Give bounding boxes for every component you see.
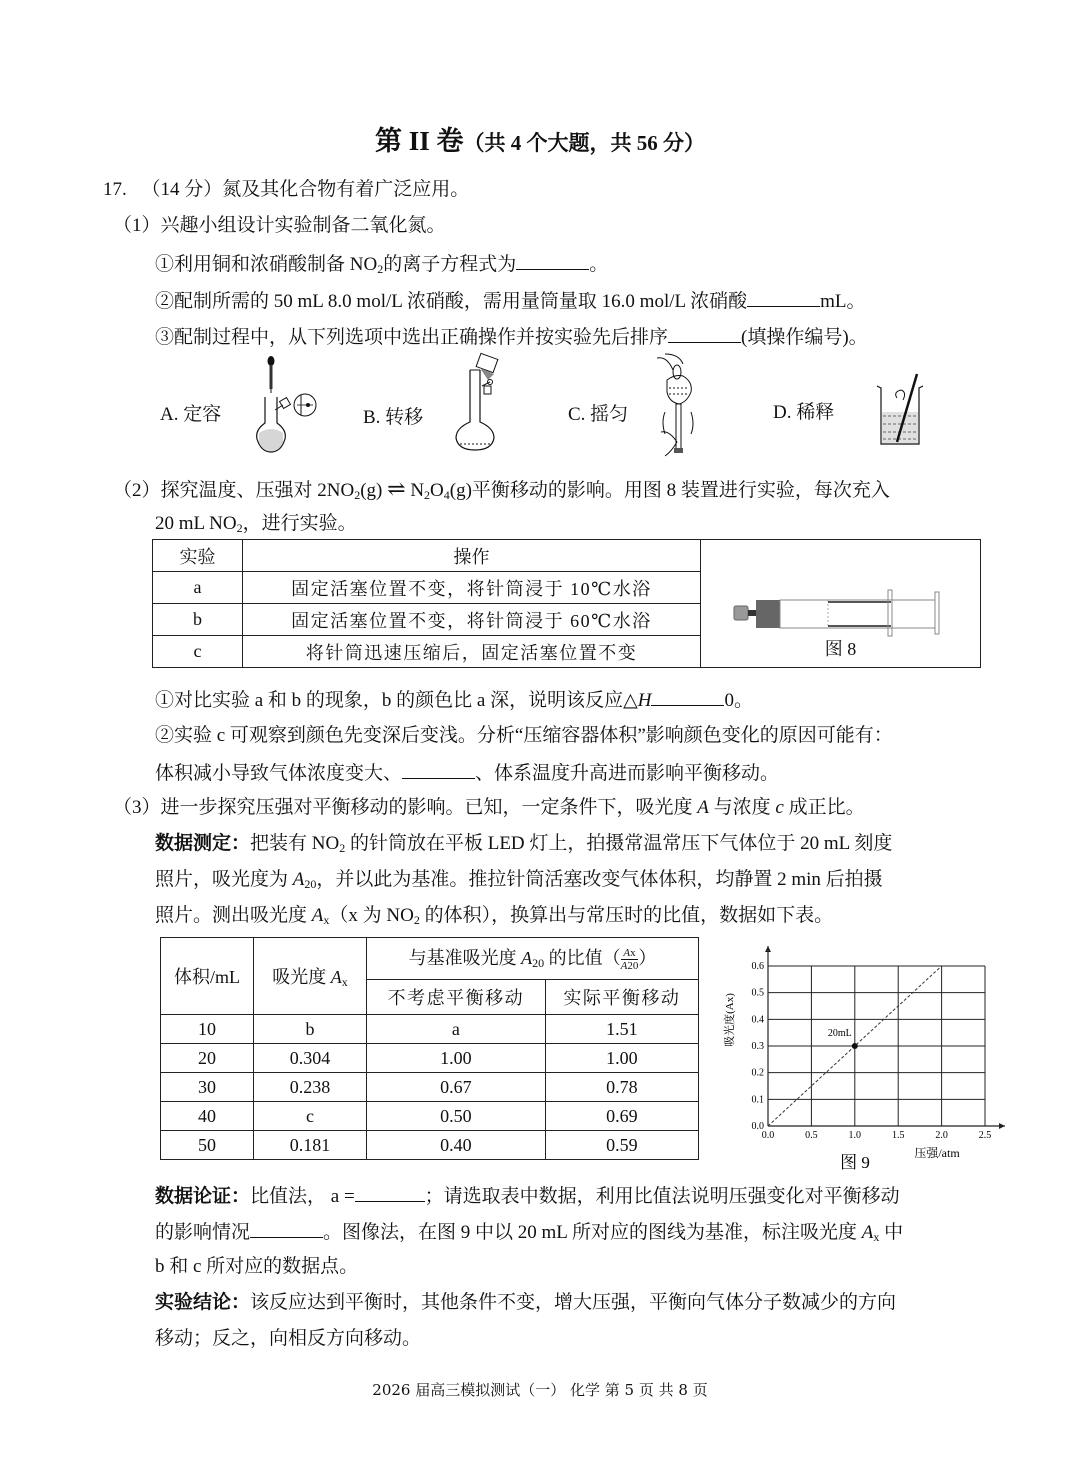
text: ；请选取表中数据，利用比值法说明压强变化对平衡移动 [424,1186,900,1207]
answer-blank[interactable] [516,253,589,270]
argue-line1 [155,1185,900,1206]
text: 。图像法，在图 9 中以 20 mL 所对应的图线为基准，标注吸光度 [323,1222,862,1243]
table-row [161,1015,699,1044]
text: 与浓度 [708,797,776,818]
part1-item3 [155,326,868,347]
table-header: 实验 [153,540,243,572]
svg-text:0.5: 0.5 [751,987,764,999]
text: 照片。测出吸光度 [155,905,312,926]
answer-blank[interactable] [747,290,820,307]
table-cell: b [153,604,243,636]
table-cell: 0.78 [545,1073,698,1102]
svg-text:1.0: 1.0 [848,1130,862,1141]
text: 吸光度 [272,967,331,987]
text: (g)平衡移动的影响。用图 8 装置进行实验，每次充入 [449,480,890,501]
part-label: （1） [113,215,161,236]
text: (填操作编号)。 [741,327,868,348]
table-cell: 0.69 [545,1102,698,1131]
part1-item1: ①利用铜和浓硝酸制备 $NO_2$的离子方程式为 。 [155,254,609,276]
text: 的比值（ [544,948,621,969]
svg-text:0.0: 0.0 [751,1121,764,1132]
chart-y-label: 吸光度(Ax) [724,993,736,1047]
part-label: （3） [113,797,161,818]
experiment-table [152,539,981,668]
table-cell: 40 [161,1102,254,1131]
answer-blank[interactable] [355,1185,425,1202]
text: A [697,797,709,818]
table-cell: 将针筒迅速压缩后，固定活塞位置不变 [243,636,701,668]
argue-line3: b 和 c 所对应的数据点。 [155,1256,359,1277]
svg-text:0.6: 0.6 [751,961,764,972]
table-cell: 0.59 [545,1131,698,1160]
text: 。 [589,254,609,275]
text: 把装有 NO [250,833,340,854]
chart-axes [765,946,1005,1129]
chart-x-label: 压强/atm [914,1146,960,1160]
table-cell: 50 [161,1131,254,1160]
text: 比值法， a = [250,1186,355,1207]
text: ，并以此为基准。推拉针筒活塞改变气体体积，均静置 2 min 后拍摄 [316,869,883,890]
svg-text:0.0: 0.0 [761,1130,775,1141]
table-cell: 0.50 [367,1102,546,1131]
option-a-label: A. 定容 [160,404,222,425]
answer-blank[interactable] [651,689,724,706]
table-subheader: 实际平衡移动 [545,979,698,1014]
syringe-icon [731,588,961,628]
svg-text:0.2: 0.2 [751,1067,764,1079]
table-cell: 20 [161,1044,254,1073]
text: (g) [360,480,388,501]
svg-text:0.4: 0.4 [751,1014,764,1026]
chart-grid [768,966,985,1126]
table-cell: 0.67 [367,1073,546,1102]
text: 、体系温度升高进而影响平衡移动。 [475,763,780,784]
conclusion-line2: 移动；反之，向相反方向移动。 [155,1328,422,1349]
table-cell: a [153,572,243,604]
part-text: 兴趣小组设计实验制备二氧化氮。 [160,215,446,236]
text: ②配制所需的 50 mL 8.0 mol/L 浓硝酸，需用量筒量取 16.0 mol/L 浓硝酸 [155,291,748,312]
table-header: 操作 [243,540,701,572]
text: 的离子方程式为 [383,254,517,275]
table-row [161,1044,699,1073]
part2-q1 [155,689,753,710]
text: 中 [879,1222,904,1243]
text: 20 mL NO [155,513,237,534]
figure-9-chart [715,940,1015,1180]
part2-heading: （2）探究温度、压强对 $2NO_2(g)$ ⇌ $N_2O_4(g)$平衡移动的影响。用图 8 装置进行实验，每次充入 [113,476,890,502]
text: ③配制过程中，从下列选项中选出正确操作并按实验先后排序 [155,327,669,348]
text: O [430,480,444,501]
chart-tick-labels [752,961,992,1141]
option-d-label: D. 稀释 [773,402,835,423]
text: 探究温度、压强对 2NO [160,480,355,501]
table-subheader: 不考虑平衡移动 [367,979,546,1014]
answer-blank[interactable] [250,1221,323,1238]
table-cell: c [153,636,243,668]
figure-8-cell [701,540,981,668]
table-cell: c [254,1102,367,1131]
volumetric-flask-pour-icon [450,352,520,452]
table-header: 与基准吸光度 $A_{20}$ 的比值（ $\frac{Ax}{A20}$ ） [367,938,699,980]
text: N [405,480,425,501]
keyword: 数据测定： [155,833,251,854]
svg-text:2.0: 2.0 [935,1130,948,1141]
svg-text:0.1: 0.1 [751,1094,764,1106]
table-cell: 1.00 [545,1044,698,1073]
question-intro-text: （14 分）氮及其化合物有着广泛应用。 [141,179,470,200]
flask-invert-shake-icon [655,352,710,457]
table-cell: 固定活塞位置不变，将针筒浸于 60℃水浴 [243,604,701,636]
answer-blank[interactable] [402,762,475,779]
text: 与基准吸光度 [408,948,522,969]
part1-item2 [155,290,866,311]
part2-line2: 20 mL $NO_2$，进行实验。 [155,513,357,535]
text: 该反应达到平衡时，其他条件不变，增大压强，平衡向气体分子数减少的方向 [250,1292,897,1313]
option-c-label: C. 摇匀 [568,404,629,425]
question-17-intro [103,180,469,199]
table-cell: 1.51 [545,1015,698,1044]
text: ①对比实验 a 和 b 的现象，b 的颜色比 a 深，说明该反应△ [155,690,638,711]
text: 的针筒放在平板 LED 灯上，拍摄常温常压下气体位于 20 mL 刻度 [345,833,893,854]
text: ①利用铜和浓硝酸制备 NO [155,254,378,275]
section-title-sub: （共 4 个大题，共 56 分） [463,131,705,155]
part2-q2-line2 [155,762,779,783]
table-row [161,1073,699,1102]
argue-line2: 的影响情况 。图像法，在图 9 中以 20 mL 所对应的图线为基准，标注吸光度 $A_x$ 中 [155,1222,904,1244]
figure-9-caption: 图 9 [840,1153,870,1172]
text: 成正比。 [783,797,865,818]
table-cell: 10 [161,1015,254,1044]
table-row [161,1102,699,1131]
text: ，进行实验。 [242,513,357,534]
text: 体积减小导致气体浓度变大、 [155,763,403,784]
page-footer: 2026 届高三模拟测试（一） 化学 第 5 页 共 8 页 [372,1381,708,1399]
table-cell: 固定活塞位置不变，将针筒浸于 10℃水浴 [243,572,701,604]
text: 0。 [724,690,753,711]
equilibrium-arrow-icon: ⇌ [387,476,406,501]
svg-text:1.5: 1.5 [891,1130,905,1141]
part1-heading [113,216,446,235]
text: 进一步探究压强对平衡移动的影响。已知，一定条件下，吸光度 [160,797,698,818]
part3-heading [113,798,865,817]
beaker-stir-icon [875,372,925,452]
table-cell: 30 [161,1073,254,1102]
part2-q2-line1: ②实验 c 可观察到颜色先变深后变浅。分析“压缩容器体积”影响颜色变化的原因可能有： [155,725,893,746]
answer-blank[interactable] [668,326,741,343]
option-b-label: B. 转移 [363,407,424,428]
text: 的影响情况 [155,1222,251,1243]
keyword: 实验结论： [155,1292,251,1313]
volumetric-flask-dropper-icon [255,355,325,455]
keyword: 数据论证： [155,1186,251,1207]
measure-line3: 照片。测出吸光度 $A_x(x$ 为 $NO_2$ 的体积），换算出与常压时的比值，数据如下表。 [155,905,834,927]
table-cell: a [367,1015,546,1044]
text: c [775,797,784,818]
text: 照片，吸光度为 [155,869,293,890]
table-cell: 0.40 [367,1131,546,1160]
section-title-main: 第 II 卷 [374,126,464,156]
table-cell: 0.238 [254,1073,367,1102]
part-label: （2） [113,480,161,501]
text: mL。 [820,291,866,312]
table-cell: 1.00 [367,1044,546,1073]
figure-8-caption: 图 8 [824,639,857,659]
table-cell: 0.181 [254,1131,367,1160]
text: H [637,690,652,711]
svg-text:0.3: 0.3 [751,1041,764,1052]
text: （x 为 NO [329,905,414,926]
svg-text:2.5: 2.5 [978,1130,992,1141]
table-row [161,1131,699,1160]
table-cell: 0.304 [254,1044,367,1073]
absorbance-table [160,937,699,1160]
text: 的体积），换算出与常压时的比值，数据如下表。 [419,905,834,926]
section-title [0,128,1080,155]
svg-text:0.5: 0.5 [805,1130,818,1141]
table-cell: b [254,1015,367,1044]
svg-text:20mL: 20mL [827,1028,852,1039]
table-header: 体积/mL [161,938,254,1015]
measure-line2: 照片，吸光度为 $A_{20}$，并以此为基准。推拉针筒活塞改变气体体积，均静置 2 min 后拍摄 [155,869,883,891]
measure-line1: 数据测定：把装有 $NO_2$ 的针筒放在平板 LED 灯上，拍摄常温常压下气体位于 20 mL 刻度 [155,833,893,855]
conclusion-line1 [155,1293,896,1312]
question-number: 17. [103,179,127,200]
table-header: 吸光度 $A_x$ [254,938,367,1015]
